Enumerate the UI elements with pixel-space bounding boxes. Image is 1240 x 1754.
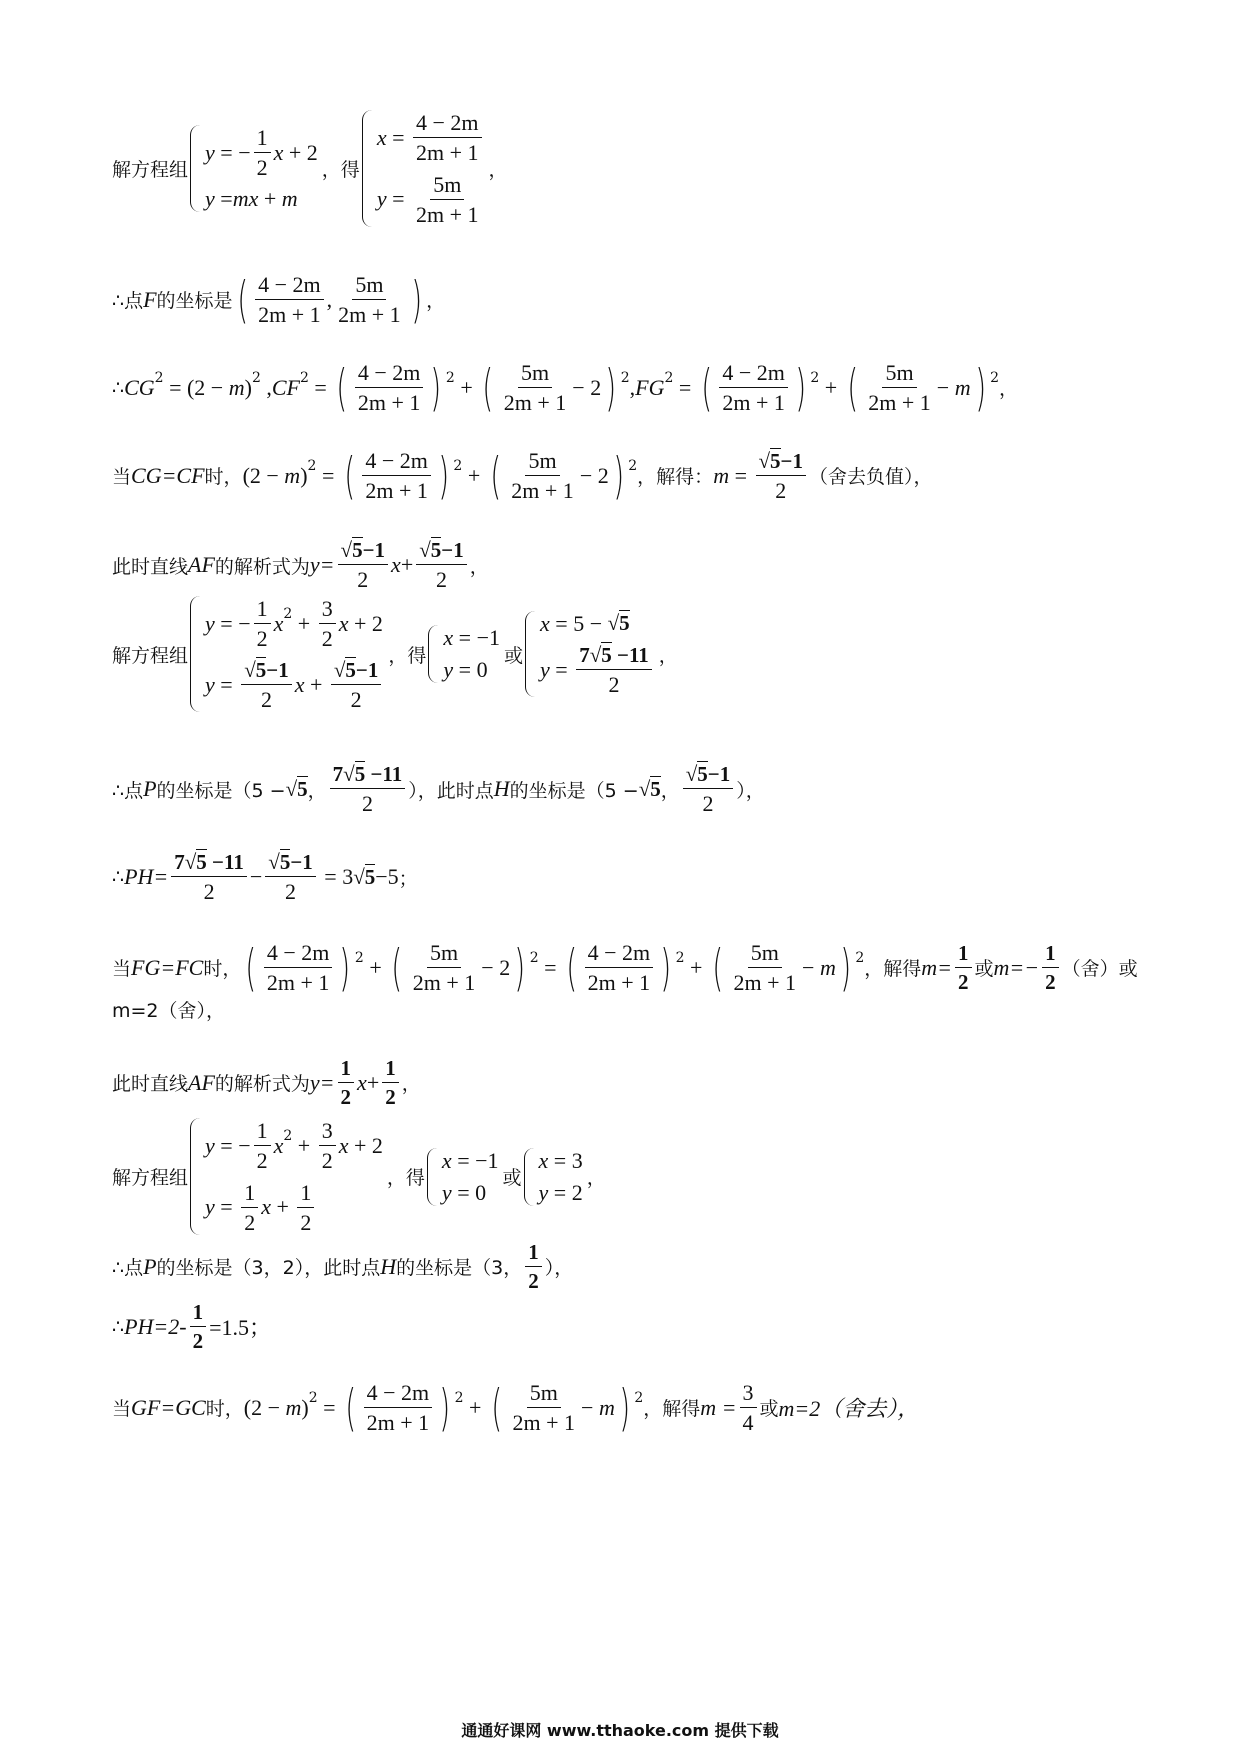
line-2-point-F: ∴点 F 的坐标是 ( $\frac{4 - 2m}{2m + 1}$ , $\frac{5m}{2m + 1}$ ) ， bbox=[112, 270, 446, 329]
line-1-system: 解方程组 y = − $\frac{1}{2}$ x + 2 y = mx + m ，得 x = $\frac{4 - 2m}{2m + 1}$ y = $\frac{5m}{2m + 1}$ ， bbox=[112, 110, 508, 227]
line-8-PH: ∴ PH= $\frac{7√5 -11}{2}$ − $\frac{√5-1}{2}$ = 3 √5 −5 ； bbox=[112, 850, 418, 905]
label-solve-system: 解方程组 bbox=[112, 159, 189, 182]
line-13-points: ∴点 P 的坐标是（3，2），此时点 H 的坐标是（3， $\frac{1}{2}$ ）， bbox=[112, 1240, 574, 1294]
line-7-points: ∴点 P 的坐标是（5 − √5 ， $\frac{7√5 -11}{2}$ ），此时点 H 的坐标是（5 − √5 ， $\frac{√5-1}{2}$ ）， bbox=[112, 762, 765, 817]
line-15-case-GF-GC: 当 GF=GC 时， (2 − m ) 2 = ( $\frac{4 - 2m}{2m + 1}$ ) 2 + ( $\frac{5m}{2m + 1}$ − m ) 2 ，解得 m = $\frac{3}{4}$ 或 m=2（舍去）， bbox=[112, 1378, 920, 1437]
line-6-system-2: 解方程组 y = − $\frac{1}{2}$ x 2 + $\frac{3}{2}$ x + 2 y = $\frac{√5-1}{2}$ x + $\frac{√5-1}{2}$ ，得 x = −1 y = 0 或 x = 5 − √5 y = $\frac{7√5 -11}{2}$ ， bbox=[112, 596, 678, 712]
line-9-case-FG-FC: 当 FG=FC 时， ( $\frac{4 - 2m}{2m + 1}$ ) 2 + ( $\frac{5m}{2m + 1}$ − 2 ) 2 = ( $\frac{4 - 2m}{2m + 1}$ ) 2 + ( $\frac{5m}{2m + 1}$ − m ) 2 ，解得 m= $\frac{1}{2}$ 或 m=− $\frac{1}{2}$ （舍）或 bbox=[112, 938, 1138, 997]
solution-brace: x = $\frac{4 - 2m}{2m + 1}$ y = $\frac{5m}{2m + 1}$ bbox=[362, 110, 485, 227]
system-brace: y = − $\frac{1}{2}$ x + 2 y = mx + m bbox=[190, 125, 318, 213]
line-10-m2: m=2（舍）， bbox=[112, 1000, 226, 1022]
line-5-line-AF: 此时直线 AF 的解析式为 y= $\frac{√5-1}{2}$ x + $\frac{√5-1}{2}$ ， bbox=[112, 538, 489, 593]
line-4-case-CG-CF: 当 CG=CF 时， (2 − m ) 2 = ( $\frac{4 - 2m}{2m + 1}$ ) 2 + ( $\frac{5m}{2m + 1}$ − 2 ) 2 ，解得： m = $\frac{√5-1}{2}$ （舍去负值）， bbox=[112, 446, 933, 505]
line-12-system-3: 解方程组 y = − $\frac{1}{2}$ x 2 + $\frac{3}{2}$ x + 2 y = $\frac{1}{2}$ x + $\frac{1}{2}$ ，得 x = −1 y = 0 或 x = 3 y = 2 ， bbox=[112, 1118, 606, 1235]
line-14-PH: ∴ PH=2- $\frac{1}{2}$ =1.5； bbox=[112, 1300, 272, 1354]
line-11-line-AF: 此时直线 AF 的解析式为 y= $\frac{1}{2}$ x + $\frac{1}{2}$ ， bbox=[112, 1056, 421, 1110]
footer-credit: 通通好课网 www.tthaoke.com 提供下载 bbox=[461, 1721, 779, 1740]
line-3-distances: ∴ CG 2 = (2 − m ) 2 , CF 2 = ( $\frac{4 - 2m}{2m + 1}$ ) 2 + ( $\frac{5m}{2m + 1}$ − 2 ) 2 , FG 2 = ( $\frac{4 - 2m}{2m + 1}$ ) 2 + ( $\frac{5m}{2m + 1}$ − m ) 2 ， bbox=[112, 358, 1019, 417]
